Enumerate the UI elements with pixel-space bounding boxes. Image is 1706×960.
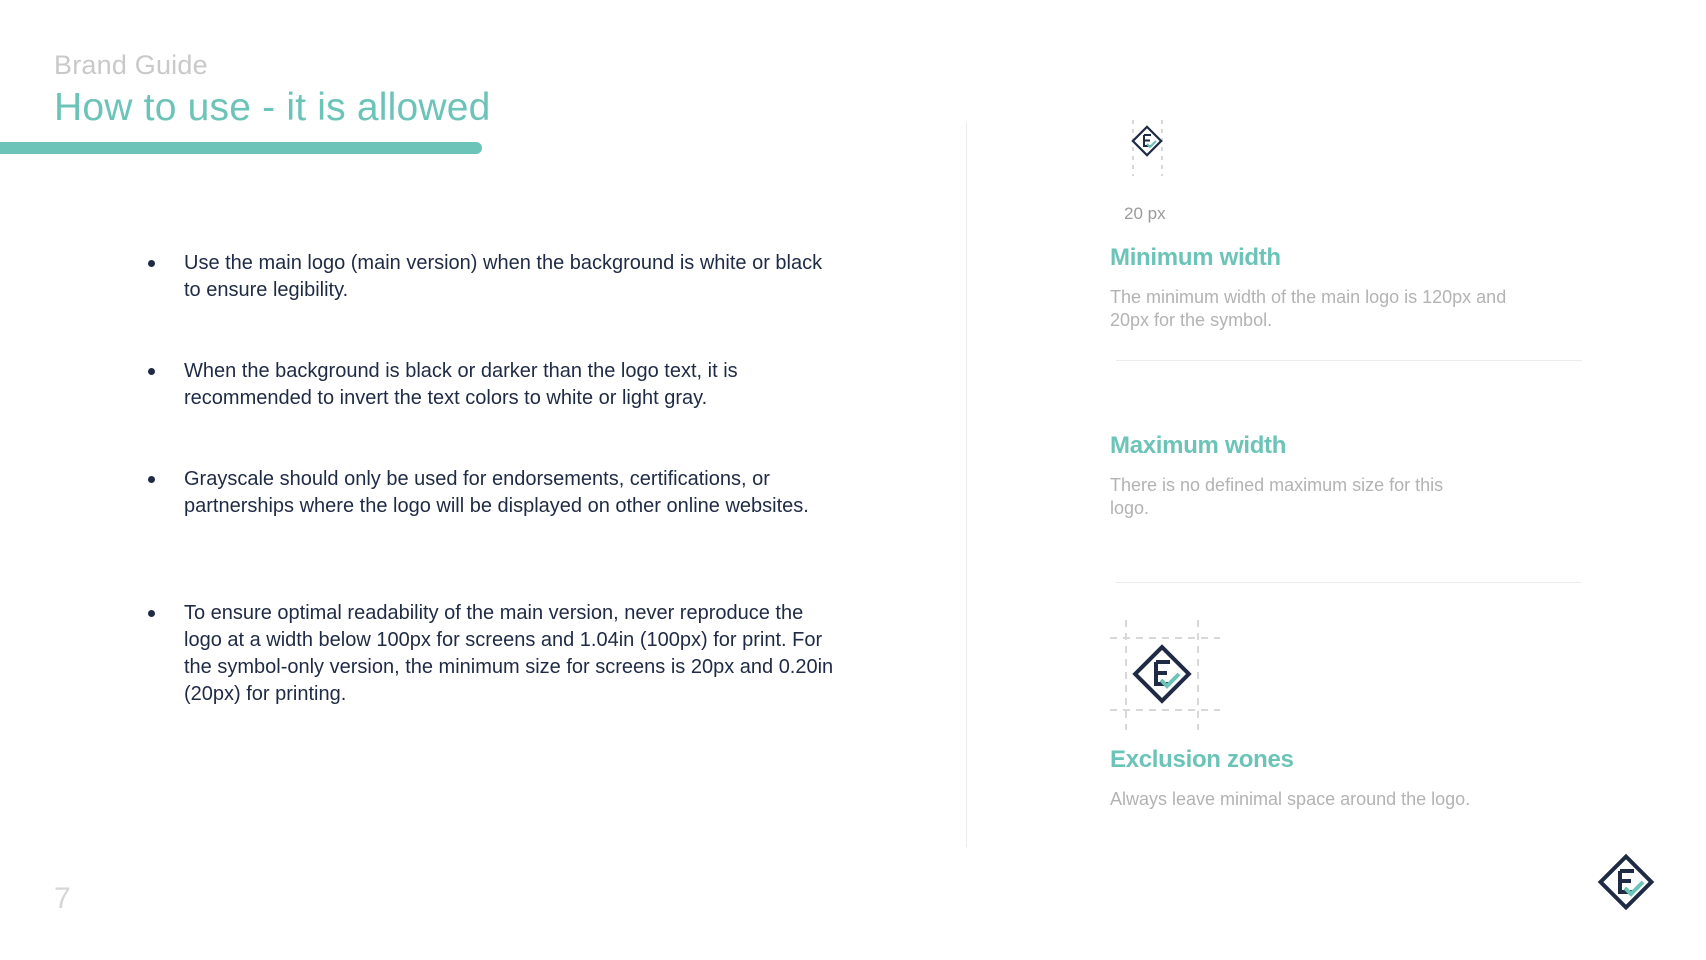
maximum-width-description: There is no defined maximum size for this logo. <box>1110 475 1444 518</box>
list-item-text: When the background is black or darker than the logo text, it is recommended to invert the text colors to white or light gray. <box>184 360 738 409</box>
exclusion-zones-title: Exclusion zones <box>1110 746 1294 773</box>
list-item-text: To ensure optimal readability of the main version, never reproduce the logo at a width below 100px for screens and 1.04in (100px) for print. For the symbol-only version, the minimum size for screens is 20px and 0.20in (20px) for printing. <box>184 602 834 705</box>
maximum-width-title: Maximum width <box>1110 432 1287 459</box>
page-number: 7 <box>54 882 71 915</box>
list-item-text: Grayscale should only be used for endorsements, certifications, or partnerships where the logo will be displayed on other online websites. <box>184 468 809 517</box>
list-item-text: Use the main logo (main version) when the background is white or black to ensure legibility. <box>184 252 823 301</box>
logo-exclusion-zone-icon <box>1110 620 1220 730</box>
minimum-width-title: Minimum width <box>1110 244 1281 271</box>
brand-guide-eyebrow: Brand Guide <box>54 50 208 80</box>
bullet-dot-icon <box>148 610 155 617</box>
logo-symbol-small-icon <box>1128 120 1166 176</box>
column-divider <box>966 122 967 847</box>
size-label: 20 px <box>1124 204 1166 223</box>
brand-logo-icon <box>1596 852 1656 912</box>
bullet-dot-icon <box>148 260 155 267</box>
section-divider <box>1116 582 1582 583</box>
minimum-width-description: The minimum width of the main logo is 120px and 20px for the symbol. <box>1110 287 1507 330</box>
section-divider <box>1116 360 1582 361</box>
bullet-dot-icon <box>148 476 155 483</box>
exclusion-zones-description: Always leave minimal space around the logo. <box>1110 789 1471 809</box>
title-underline-bar <box>0 142 482 154</box>
bullet-dot-icon <box>148 368 155 375</box>
page-title: How to use - it is allowed <box>54 86 491 129</box>
